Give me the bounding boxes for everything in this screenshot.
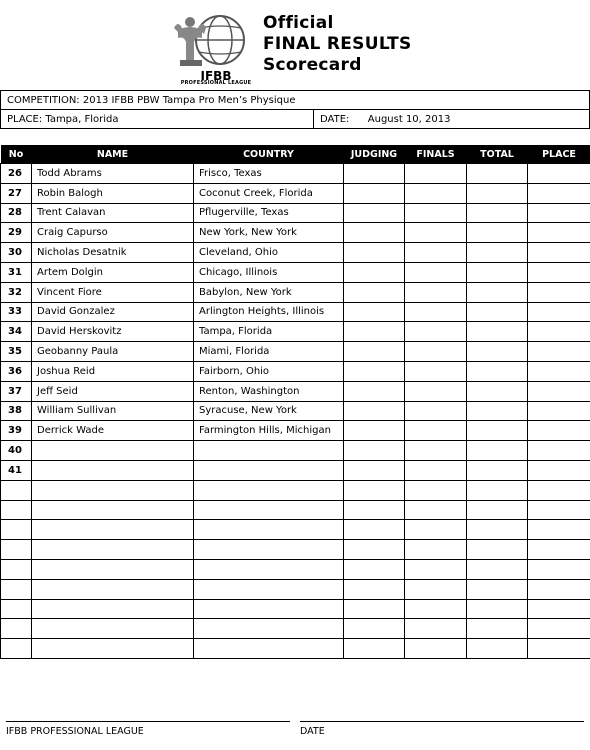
judging-cell	[344, 262, 405, 282]
country-cell	[194, 520, 344, 540]
total-cell	[467, 302, 528, 322]
finals-cell	[405, 500, 467, 520]
country-cell	[194, 441, 344, 461]
globe-bodybuilder-icon	[168, 12, 264, 72]
place-cell	[528, 599, 590, 619]
total-cell	[467, 421, 528, 441]
total-cell	[467, 579, 528, 599]
title-line-2: FINAL RESULTS	[263, 34, 412, 54]
table-row	[1, 361, 590, 381]
total-cell	[467, 460, 528, 480]
place-cell	[528, 559, 590, 579]
country-cell: Syracuse, New York	[194, 401, 344, 421]
no-cell: 36	[1, 361, 32, 381]
total-cell	[467, 500, 528, 520]
no-cell	[1, 639, 32, 659]
place-cell	[528, 183, 590, 203]
table-row	[1, 164, 590, 184]
place-cell	[528, 540, 590, 560]
title-line-1: Official	[263, 13, 334, 33]
finals-cell	[405, 599, 467, 619]
logo-wordmark: IFBB	[200, 69, 232, 83]
country-cell: New York, New York	[194, 223, 344, 243]
finals-cell	[405, 401, 467, 421]
no-cell: 30	[1, 243, 32, 263]
country-cell: Renton, Washington	[194, 381, 344, 401]
no-cell	[1, 500, 32, 520]
no-cell	[1, 599, 32, 619]
column-header-no: No	[1, 145, 32, 164]
country-cell: Pflugerville, Texas	[194, 203, 344, 223]
no-cell	[1, 559, 32, 579]
judging-cell	[344, 441, 405, 461]
table-row	[1, 322, 590, 342]
place-cell	[528, 500, 590, 520]
judging-cell	[344, 619, 405, 639]
place-cell	[528, 421, 590, 441]
total-cell	[467, 599, 528, 619]
no-cell: 41	[1, 460, 32, 480]
no-cell	[1, 579, 32, 599]
place-cell	[528, 639, 590, 659]
no-cell: 26	[1, 164, 32, 184]
finals-cell	[405, 520, 467, 540]
date-cell	[314, 110, 590, 129]
results-table	[0, 145, 590, 659]
name-cell: William Sullivan	[32, 401, 194, 421]
signature-footer	[0, 710, 590, 750]
country-cell	[194, 480, 344, 500]
finals-cell	[405, 540, 467, 560]
country-cell: Arlington Heights, Illinois	[194, 302, 344, 322]
country-cell: Fairborn, Ohio	[194, 361, 344, 381]
table-row	[1, 619, 590, 639]
judging-cell	[344, 223, 405, 243]
name-cell: Artem Dolgin	[32, 262, 194, 282]
place-cell	[528, 579, 590, 599]
country-cell	[194, 599, 344, 619]
competition-value: 2013 IFBB PBW Tampa Pro Men’s Physique	[82, 94, 296, 106]
total-cell	[467, 223, 528, 243]
name-cell	[32, 599, 194, 619]
total-cell	[467, 401, 528, 421]
column-header-place: PLACE	[528, 145, 590, 164]
finals-cell	[405, 619, 467, 639]
country-cell: Tampa, Florida	[194, 322, 344, 342]
finals-cell	[405, 243, 467, 263]
column-header-name: NAME	[32, 145, 194, 164]
table-row	[1, 639, 590, 659]
finals-cell	[405, 441, 467, 461]
place-cell	[528, 164, 590, 184]
judging-cell	[344, 381, 405, 401]
total-cell	[467, 441, 528, 461]
name-cell: David Herskovitz	[32, 322, 194, 342]
finals-cell	[405, 223, 467, 243]
total-cell	[467, 540, 528, 560]
table-row	[1, 500, 590, 520]
place-cell	[528, 460, 590, 480]
column-header-finals: FINALS	[405, 145, 467, 164]
ifbb-signature-label: IFBB PROFESSIONAL LEAGUE	[6, 726, 144, 737]
finals-cell	[405, 302, 467, 322]
signature-line-left	[6, 721, 290, 722]
ifbb-logo	[168, 12, 264, 86]
country-cell: Coconut Creek, Florida	[194, 183, 344, 203]
finals-cell	[405, 322, 467, 342]
place-cell	[528, 342, 590, 362]
finals-cell	[405, 559, 467, 579]
no-cell	[1, 480, 32, 500]
no-cell: 35	[1, 342, 32, 362]
finals-cell	[405, 460, 467, 480]
total-cell	[467, 619, 528, 639]
country-cell	[194, 619, 344, 639]
finals-cell	[405, 203, 467, 223]
country-cell: Chicago, Illinois	[194, 262, 344, 282]
judging-cell	[344, 540, 405, 560]
no-cell: 27	[1, 183, 32, 203]
name-cell: Craig Capurso	[32, 223, 194, 243]
competition-label: COMPETITION:	[7, 94, 80, 106]
judging-cell	[344, 520, 405, 540]
name-cell: Vincent Fiore	[32, 282, 194, 302]
date-label: DATE:	[320, 113, 350, 125]
judging-cell	[344, 302, 405, 322]
place-cell	[528, 302, 590, 322]
signature-line-right	[300, 721, 584, 722]
place-cell	[528, 262, 590, 282]
place-cell	[528, 203, 590, 223]
competition-info	[0, 90, 590, 129]
country-cell: Babylon, New York	[194, 282, 344, 302]
total-cell	[467, 639, 528, 659]
place-label: PLACE:	[7, 113, 43, 125]
judging-cell	[344, 460, 405, 480]
table-row	[1, 282, 590, 302]
place-value: Tampa, Florida	[45, 113, 119, 125]
total-cell	[467, 164, 528, 184]
table-row	[1, 441, 590, 461]
judging-cell	[344, 164, 405, 184]
table-row	[1, 480, 590, 500]
no-cell	[1, 520, 32, 540]
total-cell	[467, 282, 528, 302]
title-line-3: Scorecard	[263, 55, 362, 75]
name-cell: David Gonzalez	[32, 302, 194, 322]
no-cell: 39	[1, 421, 32, 441]
country-cell	[194, 500, 344, 520]
name-cell	[32, 460, 194, 480]
judging-cell	[344, 183, 405, 203]
place-cell	[528, 223, 590, 243]
country-cell: Miami, Florida	[194, 342, 344, 362]
total-cell	[467, 361, 528, 381]
total-cell	[467, 520, 528, 540]
place-cell	[528, 282, 590, 302]
table-row	[1, 203, 590, 223]
total-cell	[467, 243, 528, 263]
place-cell	[528, 322, 590, 342]
table-row	[1, 460, 590, 480]
no-cell	[1, 619, 32, 639]
name-cell	[32, 559, 194, 579]
judging-cell	[344, 500, 405, 520]
name-cell	[32, 520, 194, 540]
table-row	[1, 243, 590, 263]
column-header-judging: JUDGING	[344, 145, 405, 164]
total-cell	[467, 559, 528, 579]
judging-cell	[344, 421, 405, 441]
judging-cell	[344, 579, 405, 599]
finals-cell	[405, 639, 467, 659]
country-cell	[194, 559, 344, 579]
scorecard-header	[0, 0, 590, 90]
judging-cell	[344, 480, 405, 500]
competition-row	[1, 91, 590, 110]
total-cell	[467, 183, 528, 203]
date-value: August 10, 2013	[367, 113, 451, 125]
judging-cell	[344, 559, 405, 579]
total-cell	[467, 480, 528, 500]
no-cell: 32	[1, 282, 32, 302]
judging-cell	[344, 322, 405, 342]
finals-cell	[405, 164, 467, 184]
table-row	[1, 421, 590, 441]
table-row	[1, 302, 590, 322]
place-cell	[528, 381, 590, 401]
finals-cell	[405, 183, 467, 203]
document-title	[263, 13, 412, 76]
judging-cell	[344, 243, 405, 263]
place-cell	[528, 441, 590, 461]
finals-cell	[405, 579, 467, 599]
country-cell: Farmington Hills, Michigan	[194, 421, 344, 441]
country-cell	[194, 639, 344, 659]
place-date-row	[1, 110, 590, 129]
name-cell: Geobanny Paula	[32, 342, 194, 362]
no-cell: 34	[1, 322, 32, 342]
table-row	[1, 342, 590, 362]
finals-cell	[405, 480, 467, 500]
judging-cell	[344, 599, 405, 619]
name-cell: Joshua Reid	[32, 361, 194, 381]
table-row	[1, 381, 590, 401]
table-row	[1, 401, 590, 421]
judging-cell	[344, 361, 405, 381]
total-cell	[467, 203, 528, 223]
table-row	[1, 223, 590, 243]
judging-cell	[344, 639, 405, 659]
place-cell	[528, 480, 590, 500]
place-cell	[528, 520, 590, 540]
name-cell: Nicholas Desatnik	[32, 243, 194, 263]
table-row	[1, 599, 590, 619]
table-header-row	[1, 145, 590, 164]
no-cell: 28	[1, 203, 32, 223]
column-header-country: COUNTRY	[194, 145, 344, 164]
name-cell	[32, 441, 194, 461]
finals-cell	[405, 342, 467, 362]
table-row	[1, 579, 590, 599]
name-cell	[32, 540, 194, 560]
finals-cell	[405, 361, 467, 381]
country-cell	[194, 460, 344, 480]
competition-cell	[1, 91, 590, 110]
table-row	[1, 540, 590, 560]
no-cell: 29	[1, 223, 32, 243]
name-cell: Trent Calavan	[32, 203, 194, 223]
judging-cell	[344, 282, 405, 302]
name-cell: Todd Abrams	[32, 164, 194, 184]
country-cell: Frisco, Texas	[194, 164, 344, 184]
name-cell	[32, 480, 194, 500]
name-cell	[32, 639, 194, 659]
place-cell	[528, 401, 590, 421]
total-cell	[467, 322, 528, 342]
table-row	[1, 262, 590, 282]
name-cell: Jeff Seid	[32, 381, 194, 401]
name-cell: Derrick Wade	[32, 421, 194, 441]
finals-cell	[405, 381, 467, 401]
column-header-total: TOTAL	[467, 145, 528, 164]
no-cell: 31	[1, 262, 32, 282]
table-row	[1, 520, 590, 540]
no-cell	[1, 540, 32, 560]
finals-cell	[405, 282, 467, 302]
judging-cell	[344, 342, 405, 362]
date-signature-label: DATE	[300, 726, 325, 737]
logo-subtitle: PROFESSIONAL LEAGUE	[180, 80, 252, 86]
name-cell	[32, 500, 194, 520]
finals-cell	[405, 262, 467, 282]
place-cell	[528, 619, 590, 639]
place-cell	[1, 110, 314, 129]
place-cell	[528, 361, 590, 381]
place-cell	[528, 243, 590, 263]
table-row	[1, 183, 590, 203]
total-cell	[467, 381, 528, 401]
judging-cell	[344, 401, 405, 421]
judging-cell	[344, 203, 405, 223]
total-cell	[467, 342, 528, 362]
name-cell	[32, 619, 194, 639]
name-cell	[32, 579, 194, 599]
name-cell: Robin Balogh	[32, 183, 194, 203]
table-row	[1, 559, 590, 579]
country-cell	[194, 540, 344, 560]
no-cell: 37	[1, 381, 32, 401]
total-cell	[467, 262, 528, 282]
no-cell: 33	[1, 302, 32, 322]
country-cell	[194, 579, 344, 599]
finals-cell	[405, 421, 467, 441]
no-cell: 38	[1, 401, 32, 421]
no-cell: 40	[1, 441, 32, 461]
country-cell: Cleveland, Ohio	[194, 243, 344, 263]
